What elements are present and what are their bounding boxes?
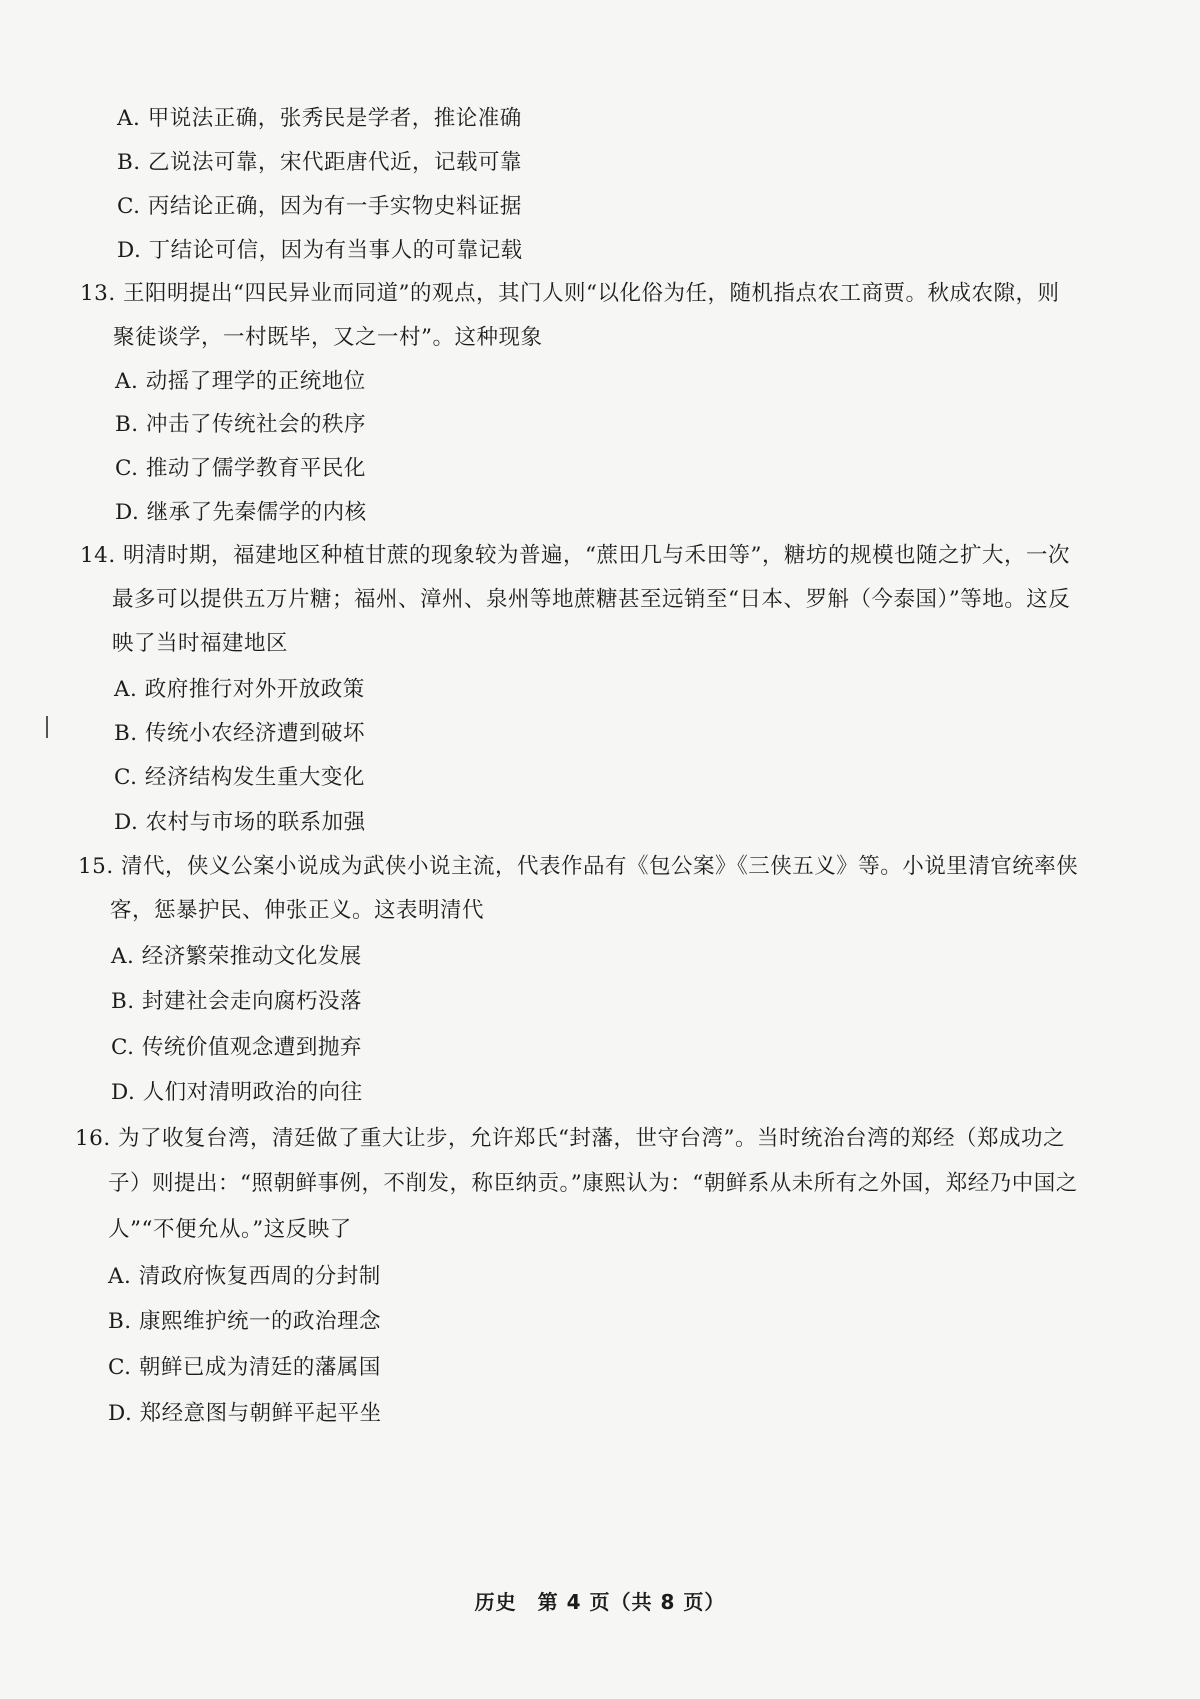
page-footer: 历史 第 4 页（共 8 页） <box>474 1590 726 1614</box>
q16-option-a: A. 清政府恢复西周的分封制 <box>108 1264 381 1289</box>
q13-stem-line-2: 聚徒谈学，一村既毕，又之一村”。这种现象 <box>113 325 543 350</box>
q15-option-a: A. 经济繁荣推动文化发展 <box>111 944 362 969</box>
q14-option-d: D. 农村与市场的联系加强 <box>114 810 366 835</box>
q14-option-b: B. 传统小农经济遭到破坏 <box>114 721 365 746</box>
q16-option-c: C. 朝鲜已成为清廷的藩属国 <box>108 1355 381 1380</box>
q16-stem-line-2: 子）则提出：“照朝鲜事例，不削发，称臣纳贡。”康熙认为：“朝鲜系从未所有之外国，郑经乃中国之 <box>108 1171 1078 1196</box>
q12-option-c: C. 丙结论正确，因为有一手实物史料证据 <box>117 194 522 219</box>
q12-option-a: A. 甲说法正确，张秀民是学者，推论准确 <box>117 106 522 131</box>
q12-option-b: B. 乙说法可靠，宋代距唐代近，记载可靠 <box>117 150 522 175</box>
q13-option-a: A. 动摇了理学的正统地位 <box>115 369 366 394</box>
q15-stem-line-1: 15. 清代，侠义公案小说成为武侠小说主流，代表作品有《包公案》《三侠五义》等。小说里清官统率侠 <box>78 854 1079 879</box>
q15-option-c: C. 传统价值观念遭到抛弃 <box>111 1035 362 1060</box>
q15-option-b: B. 封建社会走向腐朽没落 <box>111 989 362 1014</box>
q12-option-d: D. 丁结论可信，因为有当事人的可靠记载 <box>117 238 523 263</box>
q16-stem-line-3: 人”“不便允从。”这反映了 <box>108 1217 352 1242</box>
q14-stem-line-1: 14. 明清时期，福建地区种植甘蔗的现象较为普遍，“蔗田几与禾田等”，糖坊的规模也随之扩大，一次 <box>80 543 1071 568</box>
q15-option-d: D. 人们对清明政治的向往 <box>111 1080 363 1105</box>
q13-option-c: C. 推动了儒学教育平民化 <box>115 456 366 481</box>
q13-option-b: B. 冲击了传统社会的秩序 <box>115 412 366 437</box>
scan-mark <box>46 716 48 738</box>
q15-stem-line-2: 客，惩暴护民、伸张正义。这表明清代 <box>110 898 485 923</box>
q16-stem-line-1: 16. 为了收复台湾，清廷做了重大让步，允许郑氏“封藩，世守台湾”。当时统治台湾的郑经（郑成功之 <box>75 1126 1066 1151</box>
q16-option-b: B. 康熙维护统一的政治理念 <box>108 1309 381 1334</box>
q13-option-d: D. 继承了先秦儒学的内核 <box>115 500 367 525</box>
q14-stem-line-2: 最多可以提供五万片糖；福州、漳州、泉州等地蔗糖甚至远销至“日本、罗斛（今泰国）”等地。这反 <box>112 587 1071 612</box>
q16-option-d: D. 郑经意图与朝鲜平起平坐 <box>108 1401 382 1426</box>
q14-option-a: A. 政府推行对外开放政策 <box>114 677 365 702</box>
q13-stem-line-1: 13. 王阳明提出“四民异业而同道”的观点，其门人则“以化俗为任，随机指点农工商贾。秋成农隙，则 <box>80 281 1060 306</box>
q14-option-c: C. 经济结构发生重大变化 <box>114 765 365 790</box>
q14-stem-line-3: 映了当时福建地区 <box>112 631 289 656</box>
